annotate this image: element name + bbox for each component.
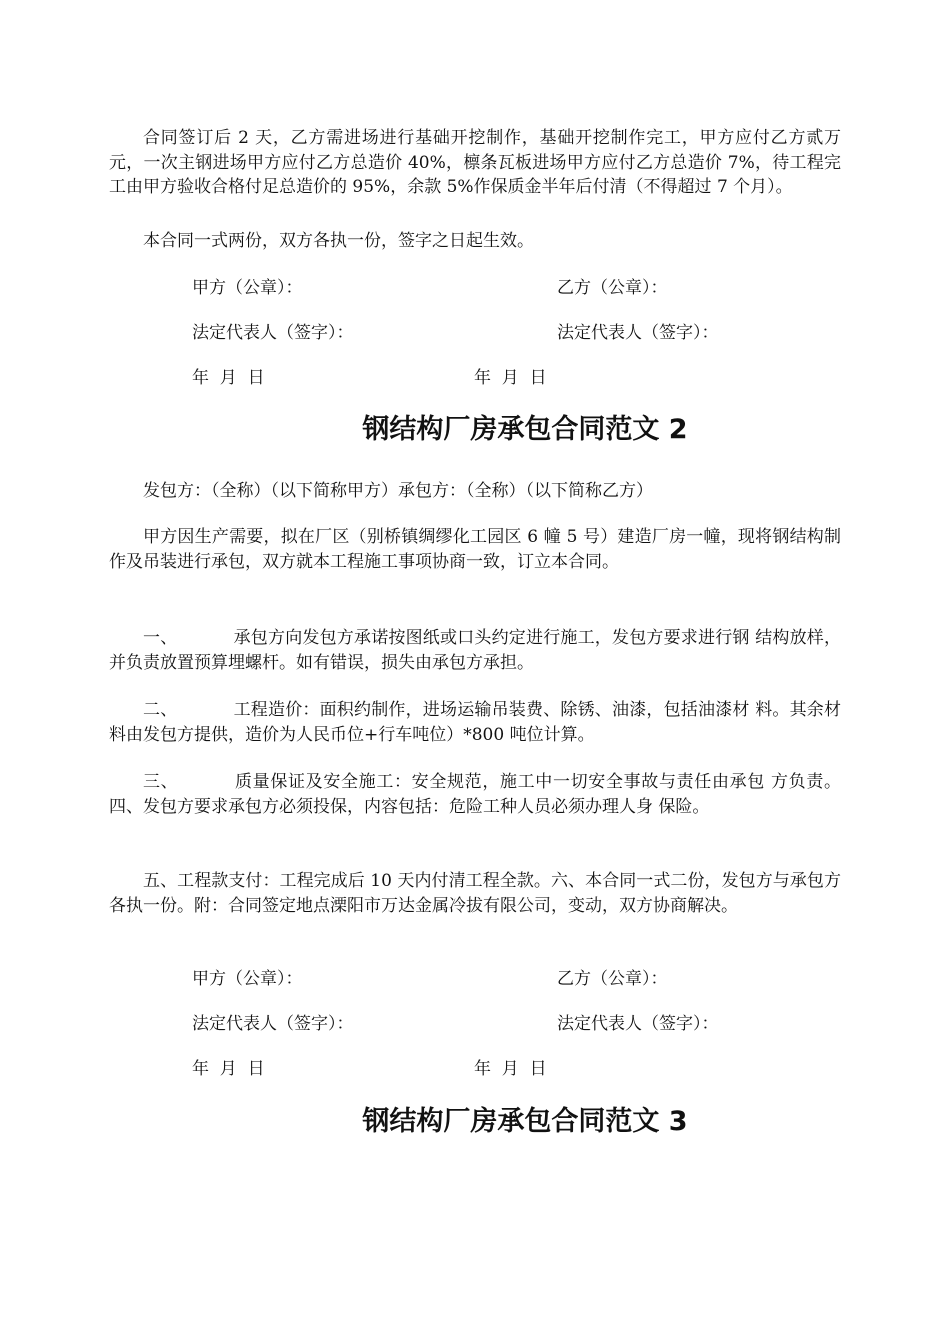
clause-1-text: 承包方向发包方承诺按图纸或口头约定进行施工，发包方要求进行钢 结构放样，并负责放置预算埋螺杆。如有错误，损失由承包方承担。 <box>109 628 842 673</box>
party-b-date: 年 月 日 <box>474 368 547 388</box>
party-a-seal-label: 甲方（公章）： <box>192 278 303 298</box>
clause-1 <box>109 626 841 675</box>
section-2-title: 钢结构厂房承包合同范文 2 <box>362 414 688 445</box>
clause-2-text: 工程造价：面积约制作，进场运输吊装费、除锈、油漆，包括油漆材 料。其余材料由发包方提供，造价为人民币位+行车吨位）*800 吨位计算。 <box>109 700 842 745</box>
clause-3-text: 质量保证及安全施工：安全规范，施工中一切安全事故与责任由承包 方负责。四、发包方要求承包方必须投保，内容包括：危险工种人员必须办理人身 保险。 <box>109 772 842 817</box>
party-a-date-2: 年 月 日 <box>192 1059 265 1079</box>
copies-paragraph: 本合同一式两份，双方各执一份，签字之日起生效。 <box>143 231 534 251</box>
clause-3-number: 三、 <box>143 772 179 792</box>
party-a-date: 年 月 日 <box>192 368 265 388</box>
party-b-seal-label-2: 乙方（公章）： <box>557 969 668 989</box>
party-a-rep-label-2: 法定代表人（签字）： <box>192 1014 354 1034</box>
party-b-rep-label-2: 法定代表人（签字）： <box>557 1014 719 1034</box>
section-3-title: 钢结构厂房承包合同范文 3 <box>362 1106 688 1137</box>
clause-2 <box>109 698 841 747</box>
party-a-seal-label-2: 甲方（公章）： <box>192 969 303 989</box>
party-a-rep-label: 法定代表人（签字）： <box>192 323 354 343</box>
intro-paragraph: 甲方因生产需要，拟在厂区（别桥镇绸缪化工园区 6 幢 5 号）建造厂房一幢，现将钢结构制作及吊装进行承包，双方就本工程施工事项协商一致，订立本合同。 <box>109 527 841 572</box>
clause-3 <box>109 770 841 819</box>
payment-terms-paragraph: 合同签订后 2 天，乙方需进场进行基础开挖制作，基础开挖制作完工，甲方应付乙方贰万元，一次主钢进场甲方应付乙方总造价 40%，檩条瓦板进场甲方应付乙方总造价 7%，待工程完工由甲方验收合格付足总造价的 95%，余款 5%作保质金半年后付清（不得超过 7 个月）。 <box>109 128 841 197</box>
clause-5-paragraph: 五、工程款支付：工程完成后 10 天内付清工程全款。六、本合同一式二份，发包方与承包方各执一份。附：合同签定地点溧阳市万达金属冷拔有限公司，变动，双方协商解决。 <box>109 871 841 916</box>
clause-2-number: 二、 <box>143 700 178 720</box>
clause-1-number: 一、 <box>143 628 178 648</box>
party-b-rep-label: 法定代表人（签字）： <box>557 323 719 343</box>
party-b-date-2: 年 月 日 <box>474 1059 547 1079</box>
parties-line: 发包方：（全称）（以下简称甲方）承包方：（全称）（以下简称乙方） <box>143 481 653 501</box>
party-b-seal-label: 乙方（公章）： <box>557 278 668 298</box>
